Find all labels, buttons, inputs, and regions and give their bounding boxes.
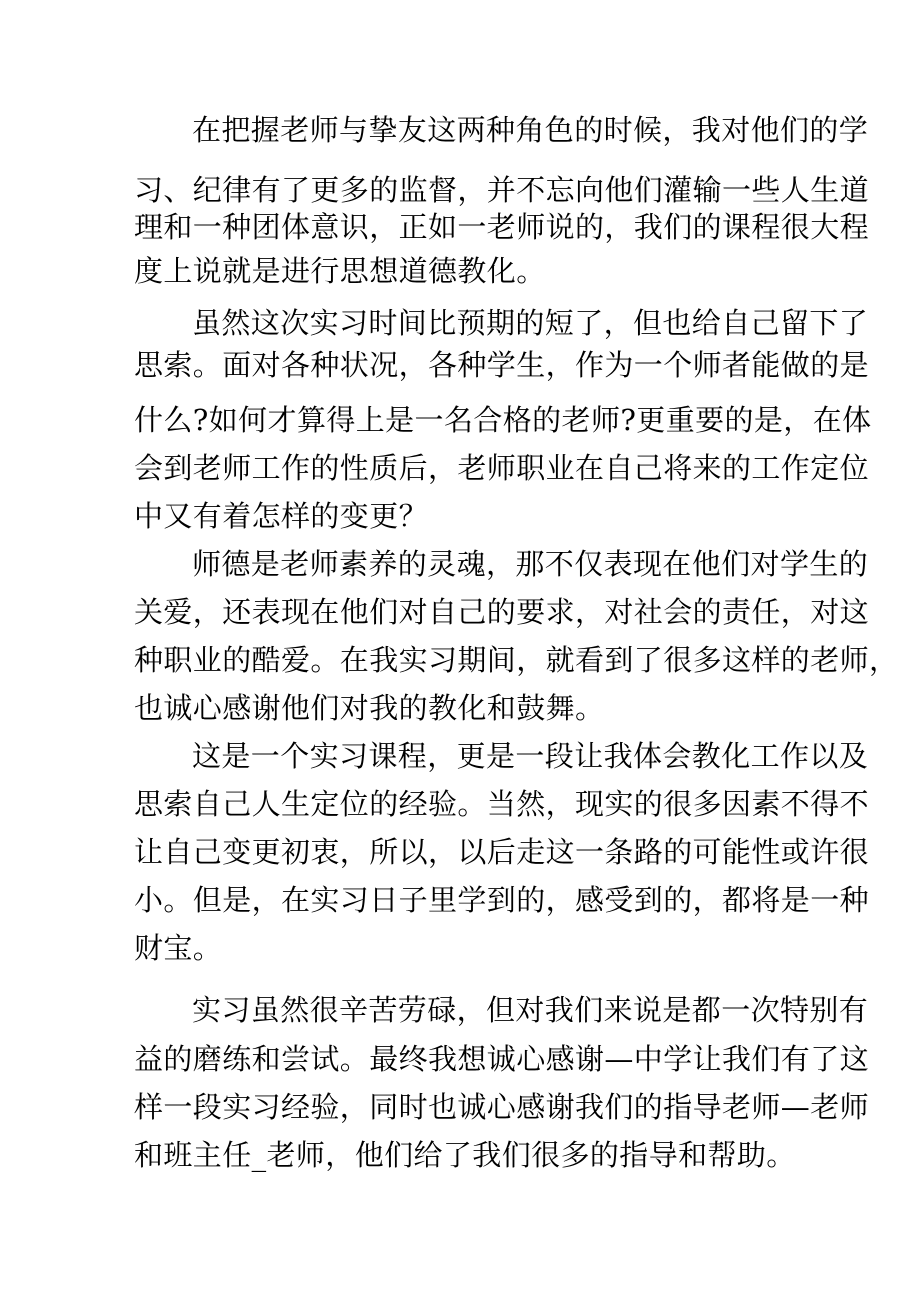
paragraph-line: 和班主任_老师，他们给了我们很多的指导和帮助。 (134, 1138, 796, 1172)
paragraph-line: 虽然这次实习时间比预期的短了，但也给自己留下了 (192, 306, 869, 340)
paragraph-line: 小。但是，在实习日子里学到的，感受到的，都将是一种 (134, 883, 870, 917)
paragraph-line: 会到老师工作的性质后，老师职业在自己将来的工作定位 (134, 451, 870, 485)
paragraph-line: 习、纪律有了更多的监督，并不忘向他们灌输一些人生道 (134, 173, 870, 207)
paragraph-line: 思索自己人生定位的经验。当然，现实的很多因素不得不 (134, 787, 870, 821)
paragraph-line: 财宝。 (134, 931, 223, 965)
paragraph-line: 度上说就是进行思想道德教化。 (134, 254, 546, 288)
paragraph-line: 理和一种团体意识，正如一老师说的，我们的课程很大程 (134, 210, 870, 244)
paragraph-line: 实习虽然很辛苦劳碌，但对我们来说是都一次特别有 (192, 993, 869, 1027)
paragraph-line: 中又有着怎样的变更？ (134, 499, 429, 533)
paragraph-line: 什么?如何才算得上是一名合格的老师?更重要的是，在体 (134, 403, 872, 437)
paragraph-line: 这是一个实习课程，更是一段让我体会教化工作以及 (192, 739, 869, 773)
paragraph-line: 样一段实习经验，同时也诚心感谢我们的指导老师—老师 (134, 1090, 870, 1124)
paragraph-line: 也诚心感谢他们对我的教化和鼓舞。 (134, 691, 605, 725)
paragraph-line: 思索。面对各种状况，各种学生，作为一个师者能做的是 (134, 348, 870, 382)
paragraph-line: 师德是老师素养的灵魂，那不仅表现在他们对学生的 (192, 547, 869, 581)
paragraph-line: 关爱，还表现在他们对自己的要求，对社会的责任，对这 (134, 595, 870, 629)
paragraph-line: 让自己变更初衷，所以，以后走这一条路的可能性或许很 (134, 835, 870, 869)
paragraph-line: 益的磨练和尝试。最终我想诚心感谢—中学让我们有了这 (134, 1042, 870, 1076)
paragraph-line: 在把握老师与挚友这两种角色的时候，我对他们的学 (192, 113, 869, 147)
paragraph-line: 种职业的酷爱。在我实习期间，就看到了很多这样的老师， (134, 643, 899, 677)
